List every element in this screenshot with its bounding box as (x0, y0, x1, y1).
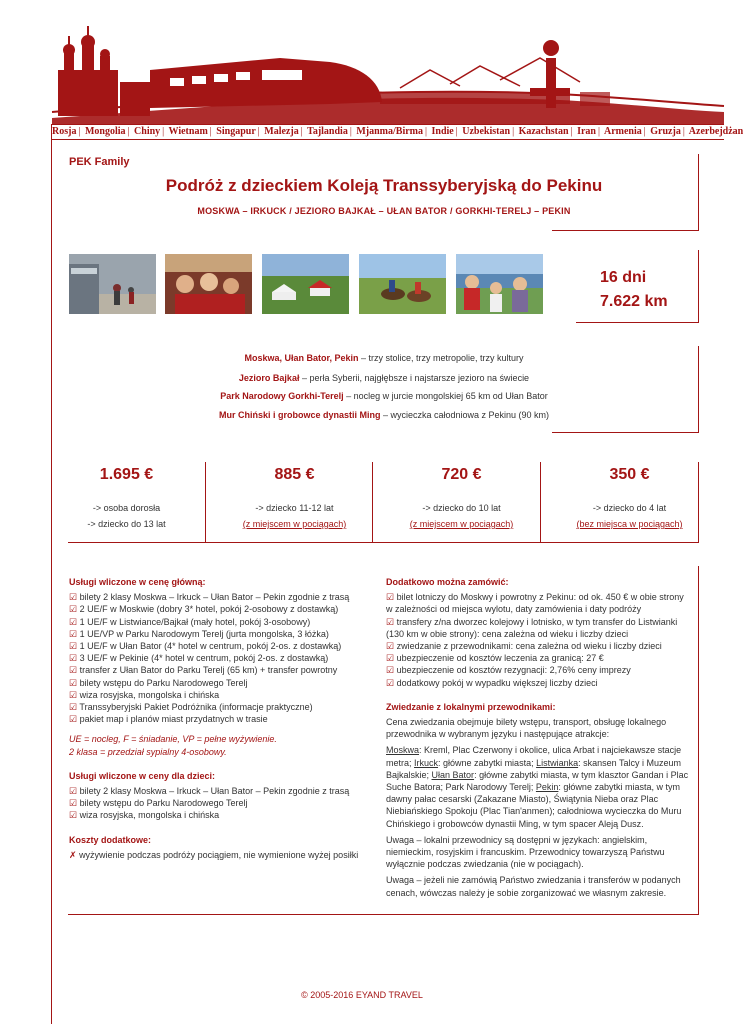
photo-yurts (262, 254, 349, 314)
photo-horse-riders (359, 254, 446, 314)
list-item: ☑ wiza rosyjska, mongolska i chińska (69, 689, 220, 700)
guides-note: Uwaga – jeżeli nie zamówią Państwo zwiedzania i transferów w podanych cenach, wówczas należy je sobie zorganizować we własnym zakresie. (386, 875, 681, 898)
highlight-terelj: Park Narodowy Gorkhi-Terelj – nocleg w jurcie mongolskiej 65 km od Ułan Bator (220, 391, 548, 401)
list-item: ☑ dodatkowy pokój w wypadku większej liczby dzieci (386, 677, 598, 688)
trip-stats (600, 266, 668, 314)
place-link-irkuck[interactable]: Irkuck (414, 757, 439, 768)
guides-title: Zwiedzanie z lokalnymi przewodnikami: (386, 701, 556, 712)
copyright: © 2005-2016 EYAND TRAVEL (301, 990, 423, 1000)
nav-item-mongolia[interactable]: Mongolia (84, 126, 126, 137)
included-note: UE = nocleg, F = śniadanie, VP = pełne wyżywienie. (69, 734, 277, 745)
list-item: ☑ bilety 2 klasy Moskwa – Irkuck – Ułan Bator – Pekin zgodnie z trasą (69, 786, 350, 797)
list-item: ☑ bilety 2 klasy Moskwa – Irkuck – Ułan Bator – Pekin zgodnie z trasą (69, 592, 350, 603)
country-nav: Rosja | Mongolia | Chiny | Wietnam | Singapur | Malezja | Tajlandia | Mjanma/Birma | Indie | Uzbekistan | Kazachstan | Iran | Armenia | Gruzja | Azerbejdżan (52, 124, 724, 140)
included-note: 2 klasa = przedział sypialny 4-osobowy. (69, 746, 227, 757)
list-item: ☑ 2 UE/F w Moskwie (dobry 3* hotel, pokój 2-osobowy z dostawką) (69, 604, 339, 615)
list-item: ☑ 1 UE/F w Ułan Bator (4* hotel w centrum, pokój 2-os. z dostawką) (69, 641, 342, 652)
list-item: ☑ transfer z Ułan Bator do Parku Terelj (65 km) + transfer powrotny (69, 665, 338, 676)
guides-intro: Cena zwiedzania obejmuje bilety wstępu, transport, obsługę lokalnego przewodnika w wybranym języku i następujące atrakcje: (386, 717, 667, 740)
trip-duration: 16 dni (600, 269, 647, 286)
extra-costs-title: Koszty dodatkowe: (69, 834, 152, 845)
nav-item-iran[interactable]: Iran (577, 126, 596, 137)
price-value: 885 € (274, 466, 315, 483)
body-bottom-border (68, 914, 699, 915)
list-item: ☑ 1 UE/F w Listwiance/Bajkał (mały hotel, pokój 3-osobowy) (69, 616, 311, 627)
highlight-capitals: Moskwa, Ułan Bator, Pekin – trzy stolice, trzy metropolie, trzy kultury (244, 353, 524, 363)
nav-item-rosja[interactable]: Rosja (52, 126, 77, 137)
title-right-border (698, 154, 699, 230)
photo-train-platform (69, 254, 156, 314)
price-value: 350 € (609, 466, 650, 483)
nav-item-uzbekistan[interactable]: Uzbekistan (462, 126, 511, 137)
included-title: Usługi wliczone w cenę główną: (69, 577, 206, 587)
guides-places: Moskwa: Kreml, Plac Czerwony i okolice, ulica Arbat i najciekawsze stacje metra; Irkuck: główne zabytki miasta; Listwianka: skansen Talcy i Muzeum Bajkalskie; Ułan Bator: główne zabytki miasta, w tym klasztor Gandan i Plac Suche Batora; Park Narodowy Terelj; Pekin: główne zabytki miasta, w tym dawny pałac cesarski (Zakazane Miasto), Świątynia Nieba oraz Plac Niebiańskiego Spokoju (Plac Tian'anmen); całodniowa wycieczka do Muru Chińskiego i grobowców dynastii Ming, w tym spacer Aleją Dusz. (386, 745, 689, 829)
nav-item-chiny[interactable]: Chiny (134, 126, 161, 137)
price-child-10: 720 € -> dziecko do 10 lat (z miejscem w pociągach) (384, 466, 539, 532)
list-item: ☑ ubezpieczenie od kosztów leczenia za granicą: 27 € (386, 653, 604, 664)
place-link-moskwa[interactable]: Moskwa (386, 745, 420, 756)
list-item: ☑ bilet lotniczy do Moskwy i powrotny z Pekinu: od ok. 450 € w obie strony w zależności od miejsca wylotu, daty zamówienia i daty podróży (386, 592, 684, 615)
route-subtitle: MOSKWA – IRKUCK / JEZIORO BAJKAŁ – UŁAN BATOR / GORKHI-TERELJ – PEKIN (197, 206, 571, 216)
nav-item-gruzja[interactable]: Gruzja (650, 126, 681, 137)
list-item: ☑ ubezpieczenie od kosztów rezygnacji: 2,76% ceny imprezy (386, 665, 631, 676)
trip-code: PEK Family (69, 156, 130, 168)
list-item: ✗ wyżywienie podczas podróży pociągiem, nie wymienione wyżej posiłki (69, 849, 359, 860)
list-item: ☑ pakiet map i planów miast przydatnych w trasie (69, 714, 268, 725)
page-left-border (51, 124, 52, 1024)
nav-item-singapur[interactable]: Singapur (216, 126, 256, 137)
list-item: ☑ Transsyberyjski Pakiet Podróżnika (informacje praktyczne) (69, 702, 313, 713)
list-item: ☑ 3 UE/F w Pekinie (4* hotel w centrum, pokój 2-os. z dostawką) (69, 653, 329, 664)
price-value: 1.695 € (99, 466, 154, 483)
prices-right-border (698, 462, 699, 542)
nav-item-kazachstan[interactable]: Kazachstan (518, 126, 569, 137)
header-banner (0, 0, 724, 124)
list-item: ☑ bilety wstępu do Parku Narodowego Terelj (69, 798, 248, 809)
included-section (69, 576, 369, 861)
nav-item-tajlandia[interactable]: Tajlandia (307, 126, 348, 137)
list-item: ☑ transfery z/na dworzec kolejowy i lotnisko, w tym transfer do Listwianki (130 km w obie strony): cena zależna od wieku i liczby dzieci (386, 616, 678, 639)
price-divider (372, 462, 373, 542)
photo-lake-family (456, 254, 543, 314)
nav-item-malezja[interactable]: Malezja (264, 126, 299, 137)
prices-bottom-border (68, 542, 699, 543)
photo-family-train (165, 254, 252, 314)
highlight-great-wall: Mur Chiński i grobowce dynastii Ming – wycieczka całodniowa z Pekinu (90 km) (218, 410, 550, 420)
title-bottom-border (552, 230, 699, 231)
place-link-pekin[interactable]: Pekin (535, 782, 559, 793)
additional-title: Dodatkowo można zamówić: (386, 577, 509, 587)
body-right-border (698, 566, 699, 914)
stats-right-border (698, 250, 699, 322)
price-child-4: 350 € -> dziecko do 4 lat (bez miejsca w pociągach) (552, 466, 707, 532)
children-title: Usługi wliczone w ceny dla dzieci: (69, 770, 216, 781)
place-link-listwianka[interactable]: Listwianka (536, 757, 579, 768)
trip-distance: 7.622 km (600, 293, 668, 310)
list-item: ☑ bilety wstępu do Parku Narodowego Terelj (69, 677, 248, 688)
nav-item-mjanma[interactable]: Mjanma/Birma (356, 126, 423, 137)
list-item: ☑ 1 UE/VP w Parku Narodowym Terelj (jurta mongolska, 3 łóżka) (69, 628, 329, 639)
highlights-bottom-border (552, 432, 699, 433)
nav-item-azerbejdzan[interactable]: Azerbejdżan (688, 126, 743, 137)
additional-section (386, 576, 690, 899)
guides-note: Uwaga – lokalni przewodnicy są dostępni w językach: angielskim, niemieckim, rosyjskim i francuskim. Przewodnicy towarzyszą Państwu wyłącznie podczas zwiedzania (nie w pociągach). (386, 834, 665, 870)
list-item: ☑ zwiedzanie z przewodnikami: cena zależna od wieku i liczby dzieci (386, 641, 662, 652)
price-divider (205, 462, 206, 542)
price-child-11-12: 885 € -> dziecko 11-12 lat (z miejscem w pociągach) (217, 466, 372, 532)
highlights-right-border (698, 346, 699, 432)
page-title: Podróż z dzieckiem Koleją Transsyberyjską do Pekinu (165, 176, 603, 195)
nav-item-indie[interactable]: Indie (431, 126, 454, 137)
price-divider (540, 462, 541, 542)
place-link-ulan-bator[interactable]: Ułan Bator (431, 769, 475, 780)
nav-item-wietnam[interactable]: Wietnam (168, 126, 208, 137)
price-value: 720 € (441, 466, 482, 483)
highlight-baikal: Jezioro Bajkał – perła Syberii, najgłębsze i najstarsze jezioro na świecie (238, 373, 530, 383)
price-adult: 1.695 € -> osoba dorosła -> dziecko do 13 lat (49, 466, 204, 532)
list-item: ☑ wiza rosyjska, mongolska i chińska (69, 810, 220, 821)
stats-bottom-border (576, 322, 699, 323)
nav-item-armenia[interactable]: Armenia (603, 126, 642, 137)
